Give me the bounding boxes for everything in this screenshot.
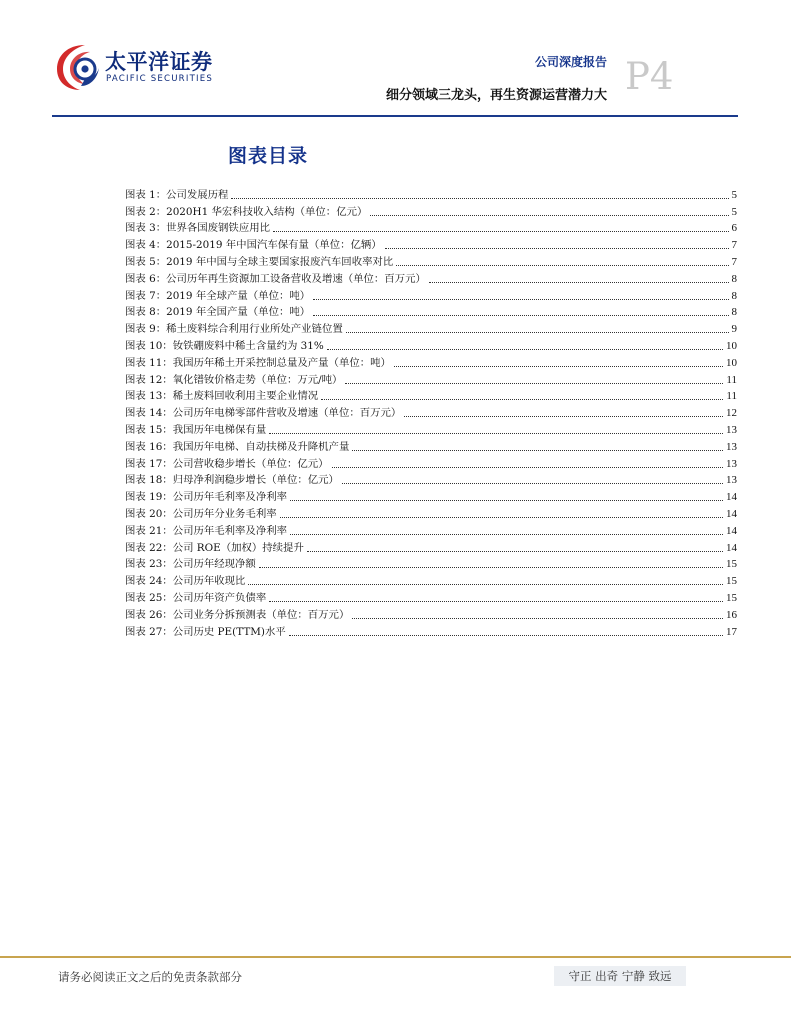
toc-entry-label[interactable]: 图表 16：我国历年电梯、自动扶梯及升降机产量 — [125, 440, 350, 453]
header-divider — [52, 115, 738, 117]
toc-entry-label[interactable]: 图表 5：2019 年中国与全球主要国家报废汽车回收率对比 — [125, 255, 394, 268]
toc-entry-page-number[interactable]: 6 — [731, 222, 737, 235]
toc-dot-leader — [385, 248, 729, 249]
toc-dot-leader — [332, 467, 723, 468]
toc-entry-page-number[interactable]: 7 — [731, 255, 737, 268]
toc-dot-leader — [346, 332, 729, 333]
toc-entry-label[interactable]: 图表 1：公司发展历程 — [125, 188, 229, 201]
report-type: 公司深度报告 — [534, 55, 607, 69]
toc-dot-leader — [269, 433, 723, 434]
toc-entry-page-number[interactable]: 15 — [726, 575, 737, 588]
toc-heading: 图表目录 — [228, 145, 309, 167]
toc-entry-label[interactable]: 图表 2：2020H1 华宏科技收入结构（单位：亿元） — [125, 205, 368, 218]
toc-entry[interactable] — [125, 403, 737, 420]
company-logo — [55, 42, 215, 92]
toc-entry[interactable] — [125, 471, 737, 488]
toc-entry[interactable] — [125, 622, 737, 639]
toc-entry[interactable] — [125, 504, 737, 521]
toc-entry[interactable] — [125, 487, 737, 504]
toc-entry-label[interactable]: 图表 13：稀土废料回收利用主要企业情况 — [125, 390, 319, 403]
toc-entry-label[interactable]: 图表 10：钕铁硼废料中稀土含量约为 31% — [125, 339, 324, 352]
toc-entry-page-number[interactable]: 10 — [726, 356, 737, 369]
toc-entry-page-number[interactable]: 10 — [726, 339, 737, 352]
toc-dot-leader — [352, 618, 723, 619]
toc-entry[interactable] — [125, 521, 737, 538]
toc-entry-label[interactable]: 图表 7：2019 年全球产量（单位：吨） — [125, 289, 311, 302]
toc-entry-label[interactable]: 图表 3：世界各国废钢铁应用比 — [125, 222, 270, 235]
toc-entry-page-number[interactable]: 14 — [726, 524, 737, 537]
toc-entry-page-number[interactable]: 14 — [726, 491, 737, 504]
page-number-mark: P4 — [625, 55, 674, 98]
toc-entry-label[interactable]: 图表 25：公司历年资产负债率 — [125, 591, 267, 604]
toc-entry-label[interactable]: 图表 23：公司历年经现净额 — [125, 558, 256, 571]
toc-entry-label[interactable]: 图表 24：公司历年收现比 — [125, 575, 246, 588]
toc-entry[interactable] — [125, 286, 737, 303]
toc-entry[interactable] — [125, 252, 737, 269]
toc-dot-leader — [280, 517, 723, 518]
toc-entry-page-number[interactable]: 15 — [726, 558, 737, 571]
logo-english-name: PACIFIC SECURITIES — [106, 74, 214, 84]
toc-dot-leader — [345, 383, 723, 384]
toc-dot-leader — [307, 551, 723, 552]
toc-entry[interactable] — [125, 303, 737, 320]
toc-entry[interactable] — [125, 571, 737, 588]
toc-entry[interactable] — [125, 319, 737, 336]
toc-entry[interactable] — [125, 454, 737, 471]
toc-entry[interactable] — [125, 420, 737, 437]
toc-entry-label[interactable]: 图表 8：2019 年全国产量（单位：吨） — [125, 306, 311, 319]
toc-entry[interactable] — [125, 538, 737, 555]
pacific-securities-logo-icon — [55, 42, 101, 92]
toc-dot-leader — [429, 282, 729, 283]
figure-table-of-contents — [125, 185, 737, 639]
toc-entry-page-number[interactable]: 12 — [726, 407, 737, 420]
toc-entry-page-number[interactable]: 15 — [726, 591, 737, 604]
footer-motto: 守正 出奇 宁静 致远 — [554, 966, 686, 986]
toc-entry-label[interactable]: 图表 22：公司 ROE（加权）持续提升 — [125, 541, 304, 554]
toc-entry-label[interactable]: 图表 17：公司营收稳步增长（单位：亿元） — [125, 457, 329, 470]
toc-entry-page-number[interactable]: 14 — [726, 507, 737, 520]
toc-entry-label[interactable]: 图表 19：公司历年毛利率及净利率 — [125, 491, 287, 504]
toc-entry-page-number[interactable]: 13 — [726, 423, 737, 436]
toc-entry-page-number[interactable]: 16 — [726, 608, 737, 621]
toc-entry[interactable] — [125, 387, 737, 404]
toc-entry-page-number[interactable]: 13 — [726, 457, 737, 470]
report-title: 细分领域三龙头，再生资源运营潜力大 — [385, 88, 607, 103]
toc-dot-leader — [290, 534, 723, 535]
toc-dot-leader — [352, 450, 723, 451]
toc-entry[interactable] — [125, 269, 737, 286]
toc-entry[interactable] — [125, 605, 737, 622]
toc-dot-leader — [290, 500, 723, 501]
footer-divider — [0, 956, 791, 958]
toc-entry-label[interactable]: 图表 12：氧化镨钕价格走势（单位：万元/吨） — [125, 373, 343, 386]
toc-entry[interactable] — [125, 370, 737, 387]
toc-entry-label[interactable]: 图表 9：稀土废料综合利用行业所处产业链位置 — [125, 323, 343, 336]
toc-entry[interactable] — [125, 555, 737, 572]
toc-dot-leader — [394, 366, 723, 367]
toc-entry[interactable] — [125, 235, 737, 252]
toc-dot-leader — [269, 601, 723, 602]
toc-entry[interactable] — [125, 588, 737, 605]
toc-entry-page-number[interactable]: 14 — [726, 541, 737, 554]
toc-entry-label[interactable]: 图表 6：公司历年再生资源加工设备营收及增速（单位：百万元） — [125, 272, 426, 285]
toc-dot-leader — [327, 349, 723, 350]
toc-entry-label[interactable]: 图表 14：公司历年电梯零部件营收及增速（单位：百万元） — [125, 407, 402, 420]
toc-dot-leader — [273, 231, 729, 232]
toc-entry[interactable] — [125, 219, 737, 236]
toc-entry-label[interactable]: 图表 27：公司历史 PE(TTM)水平 — [125, 625, 286, 638]
toc-entry[interactable] — [125, 353, 737, 370]
toc-entry-label[interactable]: 图表 4：2015-2019 年中国汽车保有量（单位：亿辆） — [125, 239, 382, 252]
toc-dot-leader — [404, 416, 723, 417]
toc-entry-page-number[interactable]: 8 — [731, 272, 737, 285]
toc-entry-page-number[interactable]: 9 — [731, 323, 737, 336]
toc-entry-page-number[interactable]: 5 — [731, 188, 737, 201]
toc-entry-page-number[interactable]: 17 — [726, 625, 737, 638]
toc-dot-leader — [313, 299, 728, 300]
toc-dot-leader — [248, 584, 723, 585]
toc-dot-leader — [370, 215, 728, 216]
logo-chinese-name: 太平洋证券 — [105, 50, 213, 74]
toc-entry-page-number[interactable]: 13 — [726, 440, 737, 453]
toc-entry-page-number[interactable]: 11 — [726, 390, 737, 403]
toc-dot-leader — [231, 198, 728, 199]
toc-entry-label[interactable]: 图表 11：我国历年稀土开采控制总量及产量（单位：吨） — [125, 356, 391, 369]
toc-dot-leader — [321, 399, 723, 400]
toc-entry-label[interactable]: 图表 21：公司历年毛利率及净利率 — [125, 524, 287, 537]
toc-dot-leader — [289, 635, 723, 636]
toc-entry[interactable] — [125, 202, 737, 219]
toc-entry-label[interactable]: 图表 20：公司历年分业务毛利率 — [125, 507, 277, 520]
toc-dot-leader — [313, 315, 728, 316]
toc-dot-leader — [342, 483, 723, 484]
toc-entry-page-number[interactable]: 5 — [731, 205, 737, 218]
toc-entry-label[interactable]: 图表 15：我国历年电梯保有量 — [125, 423, 267, 436]
page-header — [0, 0, 791, 120]
toc-entry[interactable] — [125, 185, 737, 202]
toc-entry[interactable] — [125, 336, 737, 353]
toc-entry-page-number[interactable]: 11 — [726, 373, 737, 386]
toc-dot-leader — [396, 265, 728, 266]
toc-entry-page-number[interactable]: 13 — [726, 474, 737, 487]
toc-entry-page-number[interactable]: 8 — [731, 306, 737, 319]
toc-dot-leader — [259, 567, 723, 568]
footer-disclaimer: 请务必阅读正文之后的免责条款部分 — [58, 970, 242, 984]
toc-entry-page-number[interactable]: 8 — [731, 289, 737, 302]
toc-entry-page-number[interactable]: 7 — [731, 239, 737, 252]
toc-entry[interactable] — [125, 437, 737, 454]
toc-entry-label[interactable]: 图表 18：归母净利润稳步增长（单位：亿元） — [125, 474, 339, 487]
toc-entry-label[interactable]: 图表 26：公司业务分拆预测表（单位：百万元） — [125, 608, 350, 621]
